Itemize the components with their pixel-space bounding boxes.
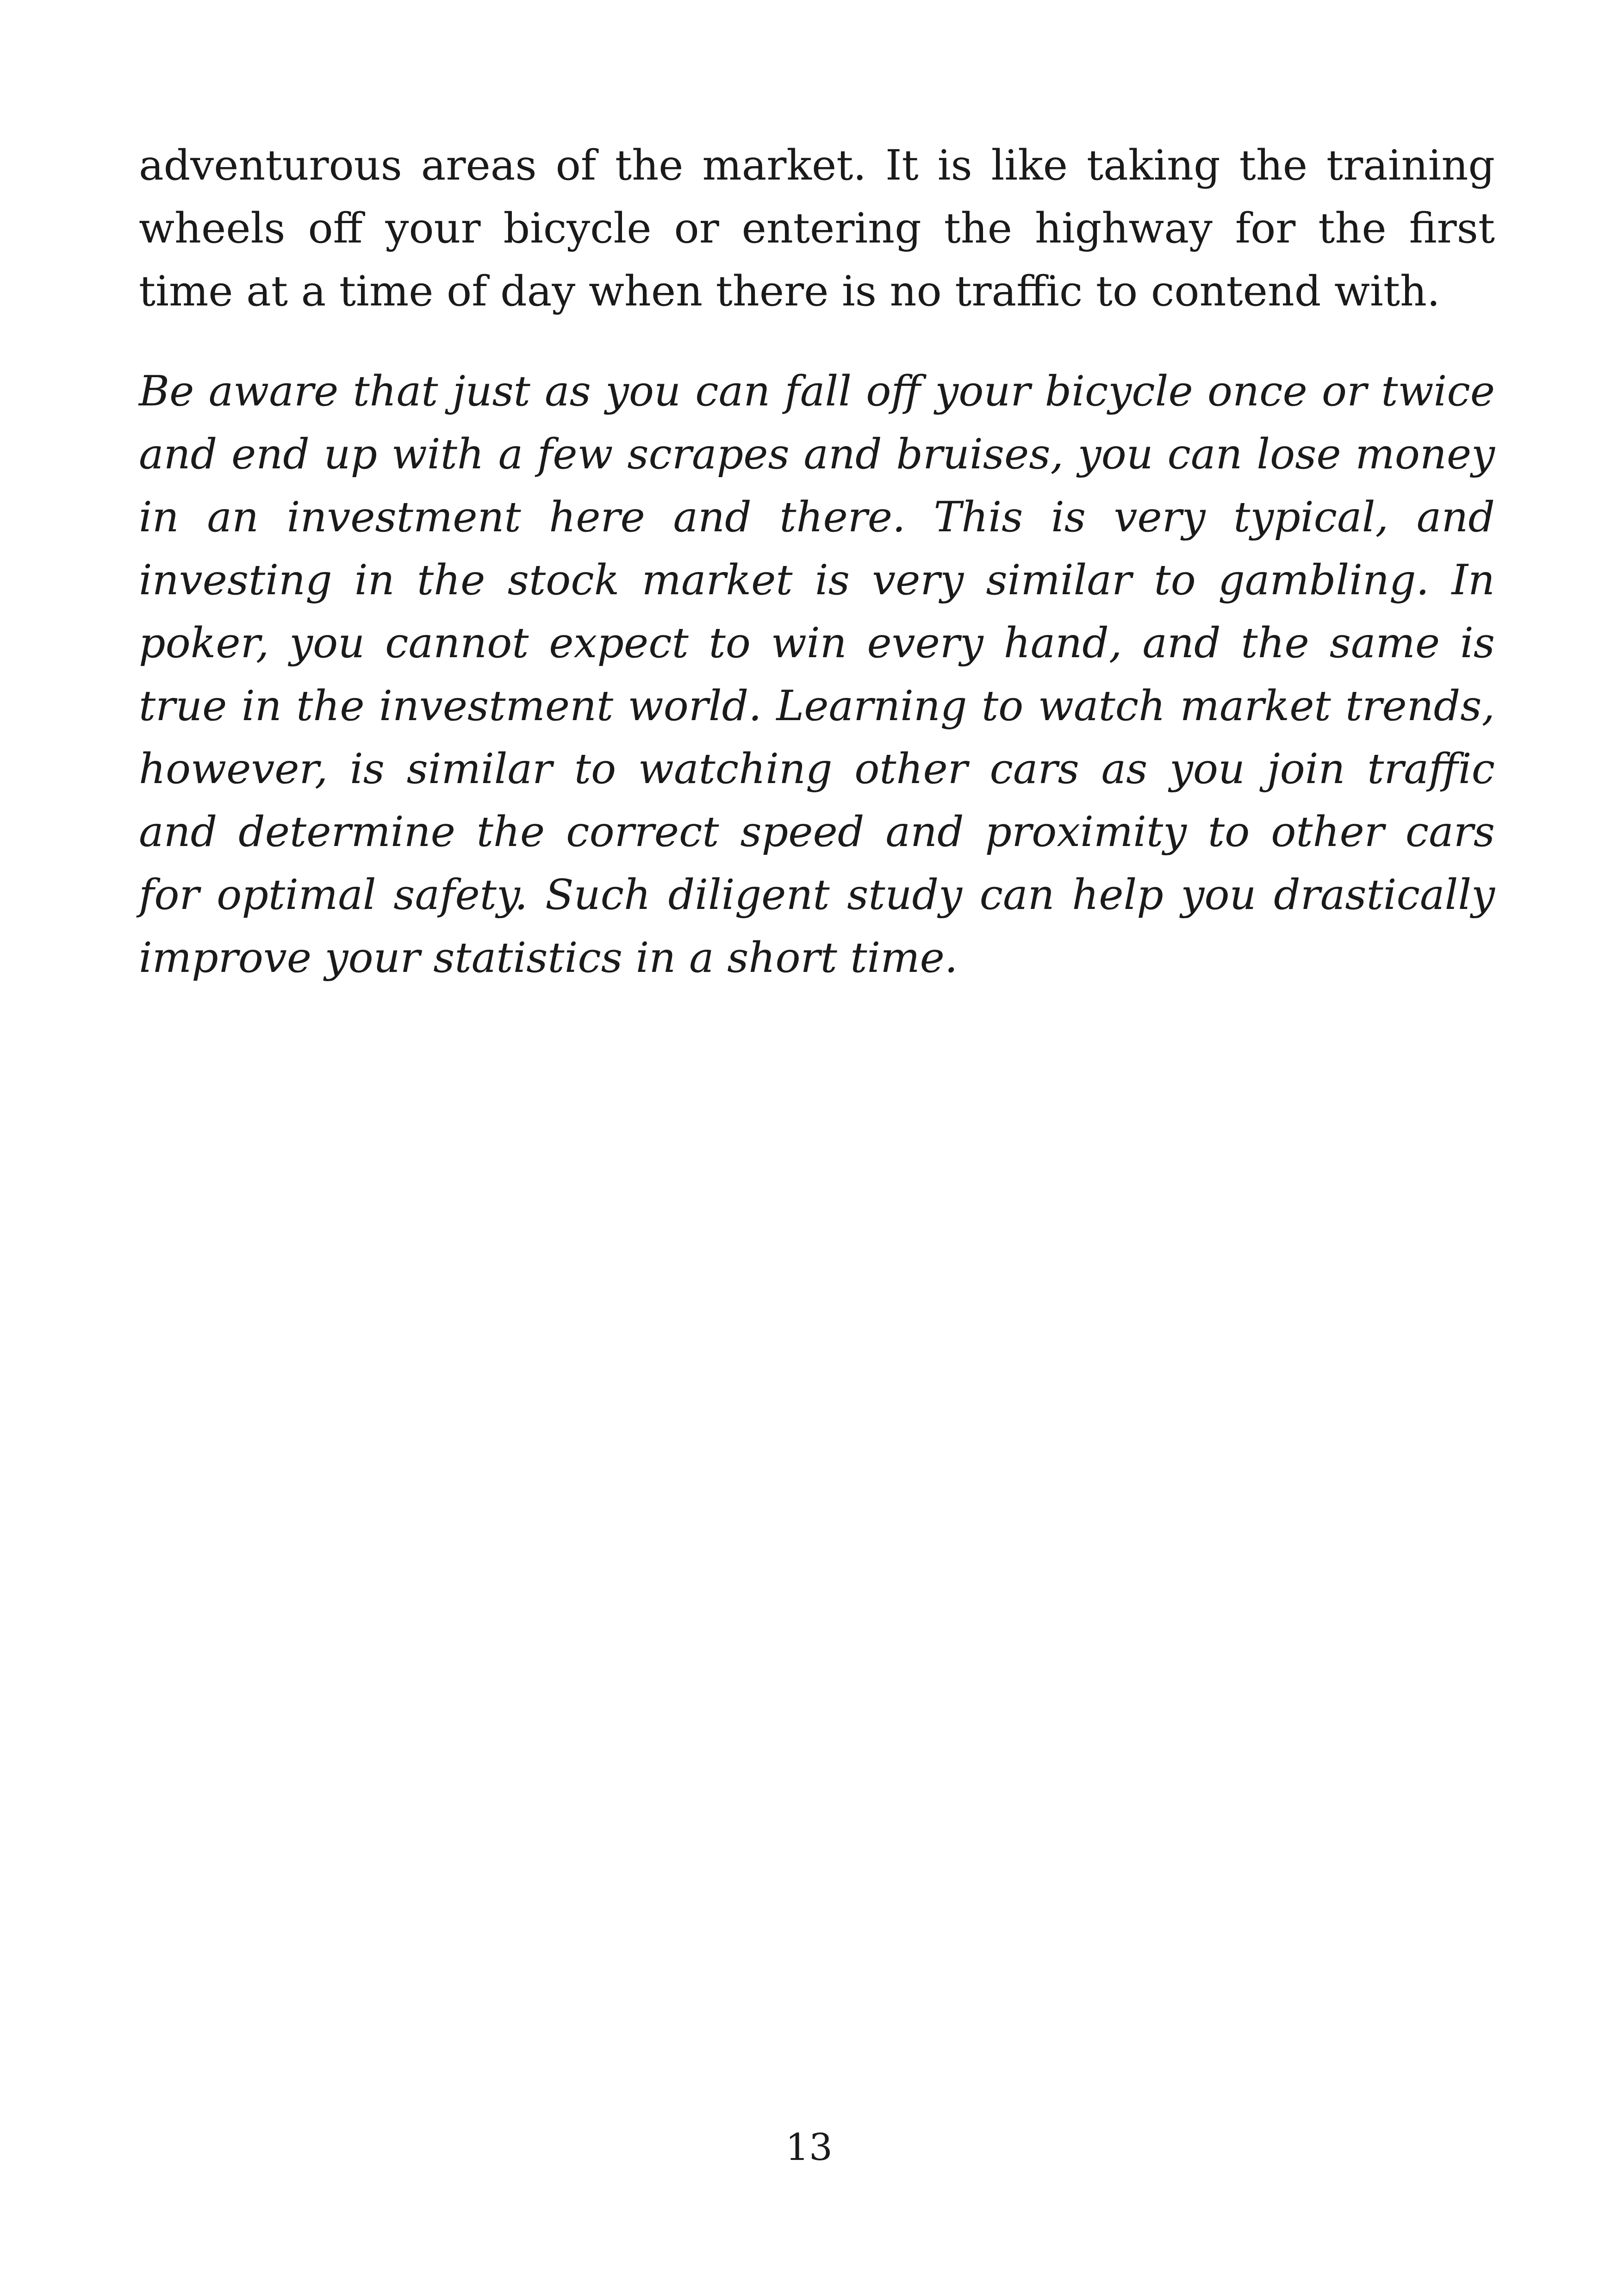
- page-number: 13: [785, 2126, 833, 2169]
- paragraph-italic: Be aware that just as you can fall off your bicycle once or twice and end up with a few scrapes and bruises, you can lose money in an investment here and there. This is very typical, and investing in the stock market is very similar to gambling. In poker, you cannot expect to win every hand, and the same is true in the investment world. Learning to watch market trends, however, is similar to watching other cars as you join traffic and determine the correct speed and proximity to other cars for optimal safety. Such diligent study can help you drastically improve your statistics in a short time.: [139, 367, 1495, 982]
- paragraph-regular: adventurous areas of the market. It is like taking the training wheels off your bicycle or entering the highway for the first time at a time of day when there is no traffic to contend with.: [139, 141, 1495, 316]
- body-text: [139, 134, 1495, 989]
